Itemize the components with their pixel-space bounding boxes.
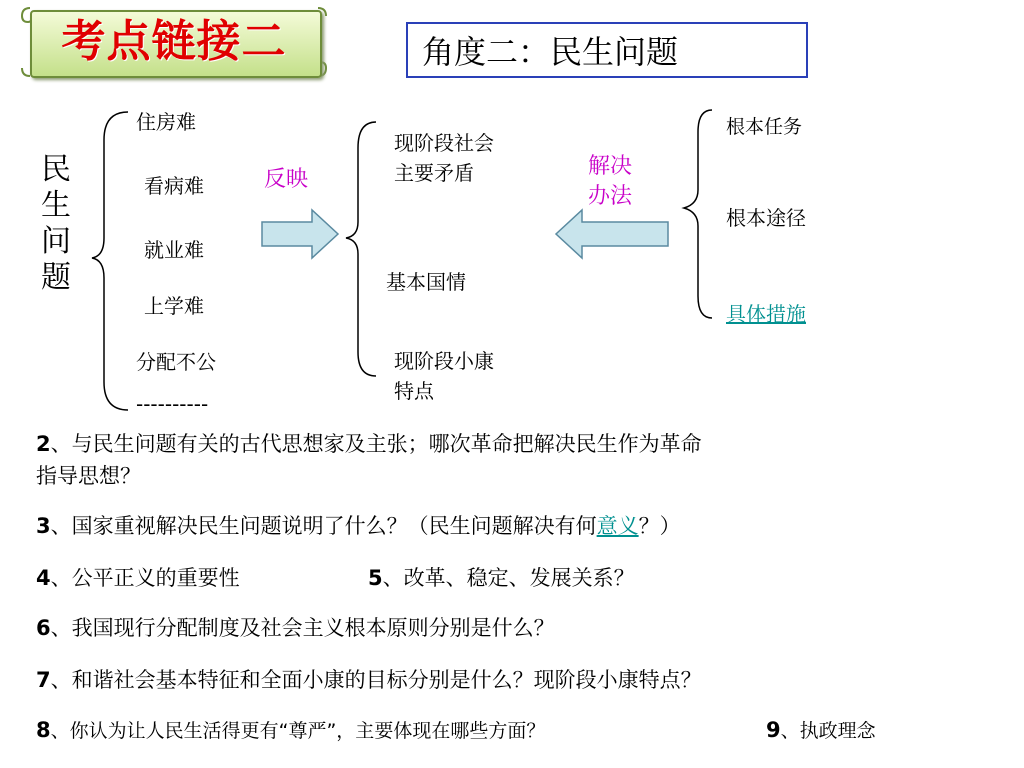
fundamental-task: 根本任务 — [726, 116, 803, 138]
middle-brace — [346, 122, 376, 376]
national-conditions: 基本国情 — [386, 270, 466, 294]
question-number: 3 — [36, 514, 51, 538]
question-number: 7 — [36, 668, 51, 692]
vertical-char: 题 — [41, 260, 71, 295]
question-text: 、改革、稳定、发展关系？ — [382, 566, 635, 590]
angle-title-box: 角度二：民生问题 — [406, 22, 808, 78]
question-number: 5 — [368, 566, 383, 590]
vertical-char: 生 — [41, 188, 71, 223]
specific-measures-link[interactable]: 具体措施 — [726, 302, 806, 326]
question-number: 9 — [766, 718, 781, 742]
question-text: 、执政理念 — [780, 720, 876, 742]
solution-label-line: 解决 — [588, 154, 633, 179]
question-number: 6 — [36, 616, 51, 640]
question-6 — [36, 612, 555, 642]
question-7 — [36, 664, 702, 694]
manifestation-ellipsis: ---------- — [136, 392, 209, 416]
question-text: 指导思想？ — [36, 464, 141, 488]
question-text: 、你认为让人民生活得更有“尊严”，主要体现在哪些方面？ — [50, 720, 546, 742]
xiaokang-features — [394, 346, 494, 406]
solution-label-line: 办法 — [588, 184, 633, 209]
reflect-label: 反映 — [264, 167, 309, 192]
question-number: 2 — [36, 432, 51, 456]
question-number: 8 — [36, 718, 51, 742]
reflect-arrow — [262, 210, 338, 258]
question-text: 、我国现行分配制度及社会主义根本原则分别是什么？ — [50, 616, 555, 640]
question-text: 、和谐社会基本特征和全面小康的目标分别是什么？现阶段小康特点？ — [50, 668, 702, 692]
question-text: ？） — [638, 514, 681, 538]
main-contradiction — [394, 128, 494, 188]
manifestation-housing: 住房难 — [136, 110, 196, 134]
question-9 — [766, 716, 876, 743]
manifestation-education: 上学难 — [144, 294, 204, 318]
xiaokang-line: 特点 — [394, 379, 434, 403]
solution-label — [588, 152, 632, 212]
question-3 — [36, 510, 681, 540]
question-5 — [368, 562, 635, 592]
manifestation-distribution: 分配不公 — [136, 350, 216, 374]
xiaokang-line: 现阶段小康 — [394, 349, 494, 373]
manifestation-medical: 看病难 — [144, 174, 204, 198]
solution-arrow — [556, 210, 668, 258]
question-text: 、公平正义的重要性 — [50, 566, 240, 590]
section-title: 考点链接二 — [61, 16, 287, 67]
question-2 — [36, 428, 996, 492]
vertical-char: 民 — [41, 152, 71, 187]
fundamental-path: 根本途径 — [726, 206, 806, 230]
question-text: 、国家重视解决民生问题说明了什么？（民生问题解决有何 — [50, 514, 597, 538]
significance-link[interactable]: 意义 — [596, 514, 639, 538]
left-brace — [92, 112, 128, 410]
question-number: 4 — [36, 566, 51, 590]
question-4 — [36, 562, 240, 592]
question-8 — [36, 716, 545, 743]
manifestation-employment: 就业难 — [144, 238, 204, 262]
main-contradiction-line: 主要矛盾 — [394, 161, 474, 185]
main-contradiction-line: 现阶段社会 — [394, 131, 494, 155]
question-text: 、与民生问题有关的古代思想家及主张；哪次革命把解决民生作为革命 — [50, 432, 702, 456]
vertical-char: 问 — [41, 224, 71, 259]
right-brace — [684, 110, 712, 318]
